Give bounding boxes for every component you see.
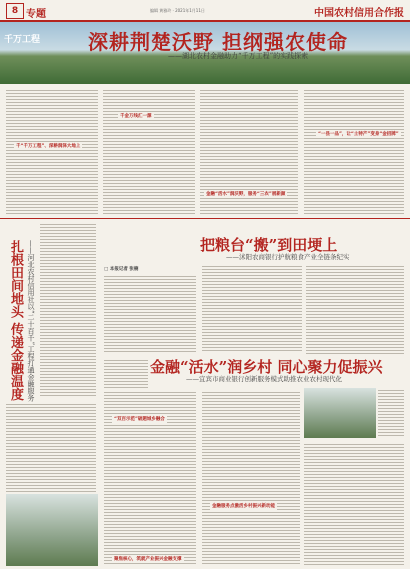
feature-column	[6, 402, 96, 492]
story2-subtitle: ——沭阳农商银行护航粮食产业全链条纪实	[226, 253, 350, 261]
banner-logo: 千万工程	[4, 35, 41, 45]
banner-title: 深耕荆楚沃野 担纲强农使命	[88, 30, 348, 54]
story3-subhead: 金融服务点激活乡村振兴新动能	[212, 504, 275, 509]
story2-title: 把粮台“搬”到田埂上	[200, 236, 338, 254]
feature-photo	[6, 494, 98, 566]
page-number: 8	[6, 3, 24, 19]
article-subhead: 千金万线汇一源	[120, 114, 152, 119]
article-column	[6, 88, 98, 214]
photo-caption	[378, 388, 404, 438]
feature-title: 扎根田间地头 传递金融温度	[8, 240, 23, 401]
article-column	[304, 88, 404, 214]
story3-photo	[304, 388, 376, 438]
story2-column	[202, 264, 302, 352]
story3-column	[202, 390, 300, 566]
article-column	[103, 88, 195, 214]
dateline: 编辑 黄雅玲 · 2021年1月11日	[150, 8, 205, 13]
article-subhead: 千“千万工程”、深耕润泽大地上	[16, 144, 81, 149]
story3-subtitle: ——宜宾市商业银行创新服务模式助推农业农村现代化	[186, 375, 342, 383]
section-label: 专题	[26, 9, 46, 20]
article-subhead: “一县一品”，让“土特产”变身“金招牌”	[318, 132, 399, 137]
banner-subtitle: ——湖北农村金融助力“千万工程”的实践探索	[168, 52, 309, 60]
story3-subhead: “双百示范”破题城乡融合	[114, 417, 165, 422]
paper-name: 中国农村信用合作报	[314, 8, 404, 19]
feature-column	[40, 222, 96, 398]
story2-byline: □ 本报记者 张楠	[104, 267, 139, 272]
story3-title: 金融“活水”润乡村 同心聚力促振兴	[150, 358, 383, 376]
story3-subhead: 聚焦核心，筑就产业振兴金融支撑	[114, 557, 182, 562]
section-divider	[0, 218, 410, 219]
story3-column	[104, 358, 148, 388]
story2-column	[104, 274, 196, 352]
story2-column	[306, 264, 404, 356]
article-subhead: 金融“活水”润沃野，服务“三农”展新颜	[206, 192, 286, 197]
story3-column	[304, 442, 404, 566]
feature-subtitle: ——河北农村信用社以“二十百千”工程打通金融服务	[27, 240, 35, 402]
